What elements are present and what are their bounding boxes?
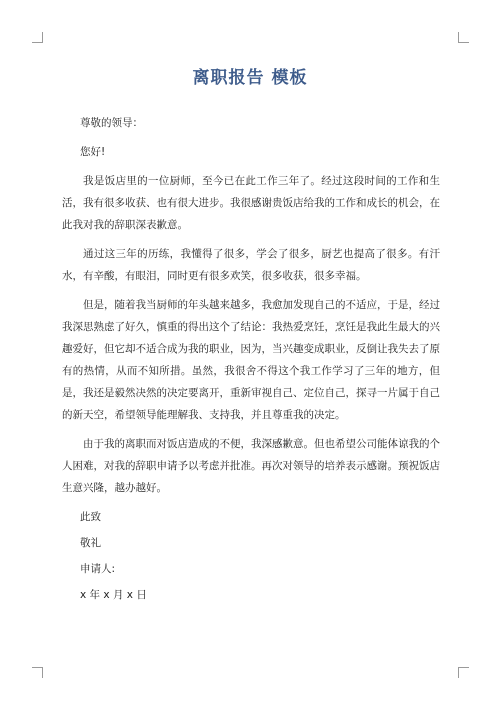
crop-mark-bottom-right — [458, 667, 469, 678]
paragraph-1: 我是饭店里的一位厨师，至今已在此工作三年了。经过这段时间的工作和生活，我有很多收获、也有很大进步。我很感谢贵饭店给我的工作和成长的机会，在此我对我的辞职深表歉意。 — [62, 175, 440, 231]
salutation: 尊敬的领导： — [80, 117, 143, 129]
crop-mark-top-right — [458, 32, 469, 43]
greeting: 您好! — [80, 146, 106, 158]
applicant-label: 申请人: — [80, 563, 116, 575]
date-line: x 年 x 月 x 日 — [80, 589, 147, 601]
paragraph-3: 但是，随着我当厨师的年头越来越多，我愈加发现自己的不适应，于是，经过我深思熟虑了好久，慎重的得出这个了结论：我热爱烹饪，烹饪是我此生最大的兴趣爱好，但它却不适合成为我的职业，因为，当兴趣变成职业，反倒让我失去了原有的热情，从而不知所措。虽然，我很舍不得这个我工作学习了三年的地方，但是，我还是毅然决然的决定要离开，重新审视自己、定位自己，探寻一片属于自己的新天空，希望领导能理解我、支持我，并且尊重我的决定。 — [62, 299, 440, 421]
closing-jingli: 敬礼 — [80, 537, 101, 549]
paragraph-4: 由于我的离职而对饭店造成的不便，我深感歉意。但也希望公司能体谅我的个人困难，对我的辞职申请予以考虑并批准。再次对领导的培养表示感谢。预祝饭店生意兴隆，越办越好。 — [62, 438, 440, 494]
crop-mark-bottom-left — [32, 667, 43, 678]
crop-mark-top-left — [32, 32, 43, 43]
document-body — [62, 112, 440, 610]
closing-cizhi: 此致 — [80, 511, 101, 523]
document-title: 离职报告 模板 — [192, 68, 308, 88]
paragraph-2: 通过这三年的历练，我懂得了很多，学会了很多，厨艺也提高了很多。有汗水，有辛酸，有眼泪，同时更有很多欢笑，很多收获，很多幸福。 — [62, 248, 440, 282]
